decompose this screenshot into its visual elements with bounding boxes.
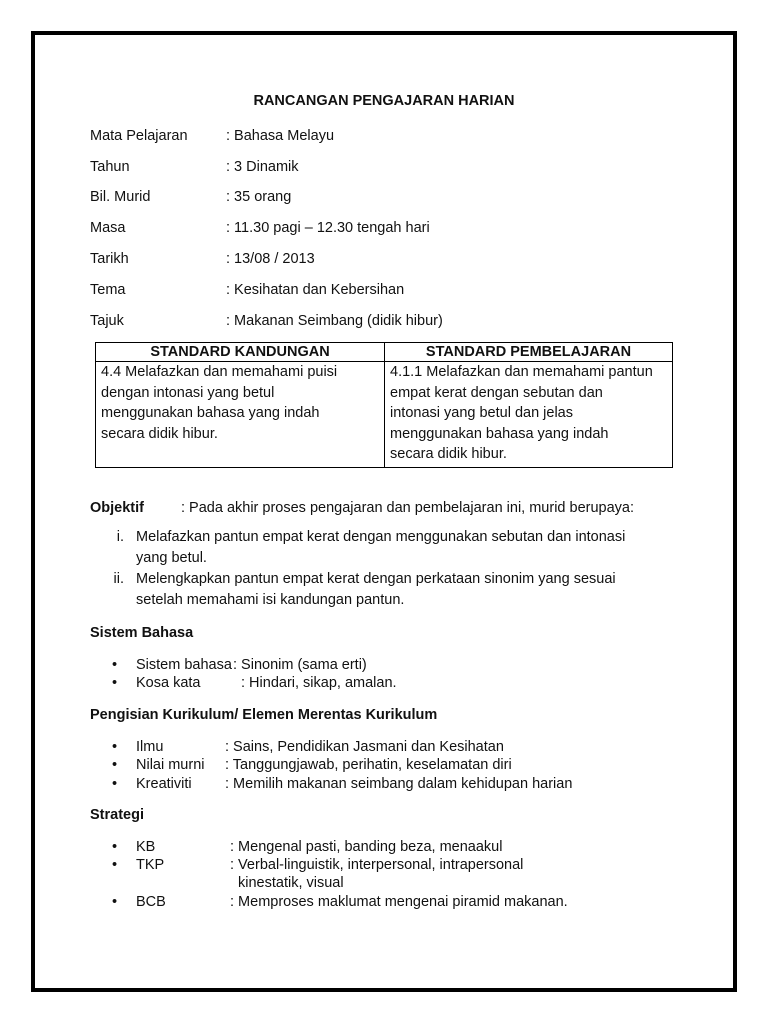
item-label: TKP [136, 857, 165, 873]
bullet-icon: • [112, 739, 118, 755]
info-value: : 35 orang [226, 189, 292, 205]
cell-line: secara didik hibur. [101, 425, 218, 442]
cell-line: 4.1.1 Melafazkan dan memahami pantun [390, 364, 653, 380]
item-label: KB [136, 839, 156, 855]
item-value: : Verbal-linguistik, interpersonal, intrapersonal [230, 857, 524, 873]
heading-sistem-bahasa: Sistem Bahasa [90, 625, 194, 641]
item-number: ii. [113, 571, 124, 587]
item-value: : Sinonim (sama erti) [233, 657, 367, 673]
bullet-icon: • [112, 757, 118, 773]
item-value-continuation: kinestatik, visual [238, 875, 344, 891]
info-value: : Bahasa Melayu [226, 128, 335, 144]
info-label: Mata Pelajaran [90, 128, 188, 144]
objektif-label: Objektif [90, 500, 144, 516]
bullet-icon: • [112, 839, 118, 855]
heading-strategi: Strategi [90, 807, 144, 823]
item-label: Ilmu [136, 739, 164, 755]
heading-pengisian-kurikulum: Pengisian Kurikulum/ Elemen Merentas Kurikulum [90, 707, 438, 723]
info-value: : Makanan Seimbang (didik hibur) [226, 313, 443, 329]
bullet-icon: • [112, 657, 118, 673]
item-number: i. [116, 529, 124, 545]
item-label: Kosa kata [136, 675, 201, 691]
header-standard-kandungan: STANDARD KANDUNGAN [96, 343, 385, 362]
info-label: Tajuk [90, 313, 124, 329]
item-text-line: Melafazkan pantun empat kerat dengan menggunakan sebutan dan intonasi [136, 529, 626, 545]
table-row [96, 362, 673, 468]
objektif-text: : Pada akhir proses pengajaran dan pembelajaran ini, murid berupaya: [181, 500, 635, 516]
bullet-icon: • [112, 894, 118, 910]
table-header-row [96, 343, 673, 362]
standard-pembelajaran-cell [385, 362, 673, 468]
item-label: Kreativiti [136, 776, 192, 792]
info-label: Tarikh [90, 251, 129, 267]
info-value: : 3 Dinamik [226, 159, 299, 175]
info-value: : 11.30 pagi – 12.30 tengah hari [226, 220, 430, 236]
info-label: Tahun [90, 159, 130, 175]
item-value: : Hindari, sikap, amalan. [241, 675, 397, 691]
item-value: : Mengenal pasti, banding beza, menaakul [230, 839, 503, 855]
item-text [136, 527, 656, 569]
header-standard-pembelajaran: STANDARD PEMBELAJARAN [385, 343, 673, 362]
item-label: Nilai murni [136, 757, 205, 773]
info-label: Bil. Murid [90, 189, 151, 205]
cell-line: menggunakan bahasa yang indah [101, 405, 320, 421]
cell-line: menggunakan bahasa yang indah [390, 425, 609, 442]
item-text-line: setelah memahami isi kandungan pantun. [136, 592, 405, 608]
cell-line: secara didik hibur. [390, 446, 507, 462]
standard-kandungan-cell [96, 362, 385, 468]
cell-line: intonasi yang betul dan jelas [390, 405, 573, 421]
info-label: Tema [90, 282, 126, 298]
objektif-line [90, 498, 634, 518]
bullet-icon: • [112, 675, 118, 691]
info-value: : 13/08 / 2013 [226, 251, 315, 267]
item-value: : Tanggungjawab, perihatin, keselamatan diri [225, 757, 512, 773]
item-text-line: yang betul. [136, 550, 207, 566]
page-title: RANCANGAN PENGAJARAN HARIAN [253, 93, 515, 109]
cell-line: empat kerat dengan sebutan dan [390, 384, 603, 401]
item-value: : Memilih makanan seimbang dalam kehidupan harian [225, 776, 573, 792]
item-label: BCB [136, 894, 166, 910]
bullet-icon: • [112, 776, 118, 792]
item-text-line: Melengkapkan pantun empat kerat dengan perkataan sinonim yang sesuai [136, 571, 616, 587]
standards-table [95, 342, 673, 468]
info-value: : Kesihatan dan Kebersihan [226, 282, 405, 298]
cell-line: dengan intonasi yang betul [101, 384, 275, 401]
item-value: : Sains, Pendidikan Jasmani dan Kesihatan [225, 739, 504, 755]
item-value: : Memproses maklumat mengenai piramid makanan. [230, 894, 568, 910]
info-label: Masa [90, 220, 126, 236]
bullet-icon: • [112, 857, 118, 873]
item-label: Sistem bahasa [136, 657, 232, 673]
item-text [136, 569, 656, 611]
cell-line: 4.4 Melafazkan dan memahami puisi [101, 364, 338, 380]
